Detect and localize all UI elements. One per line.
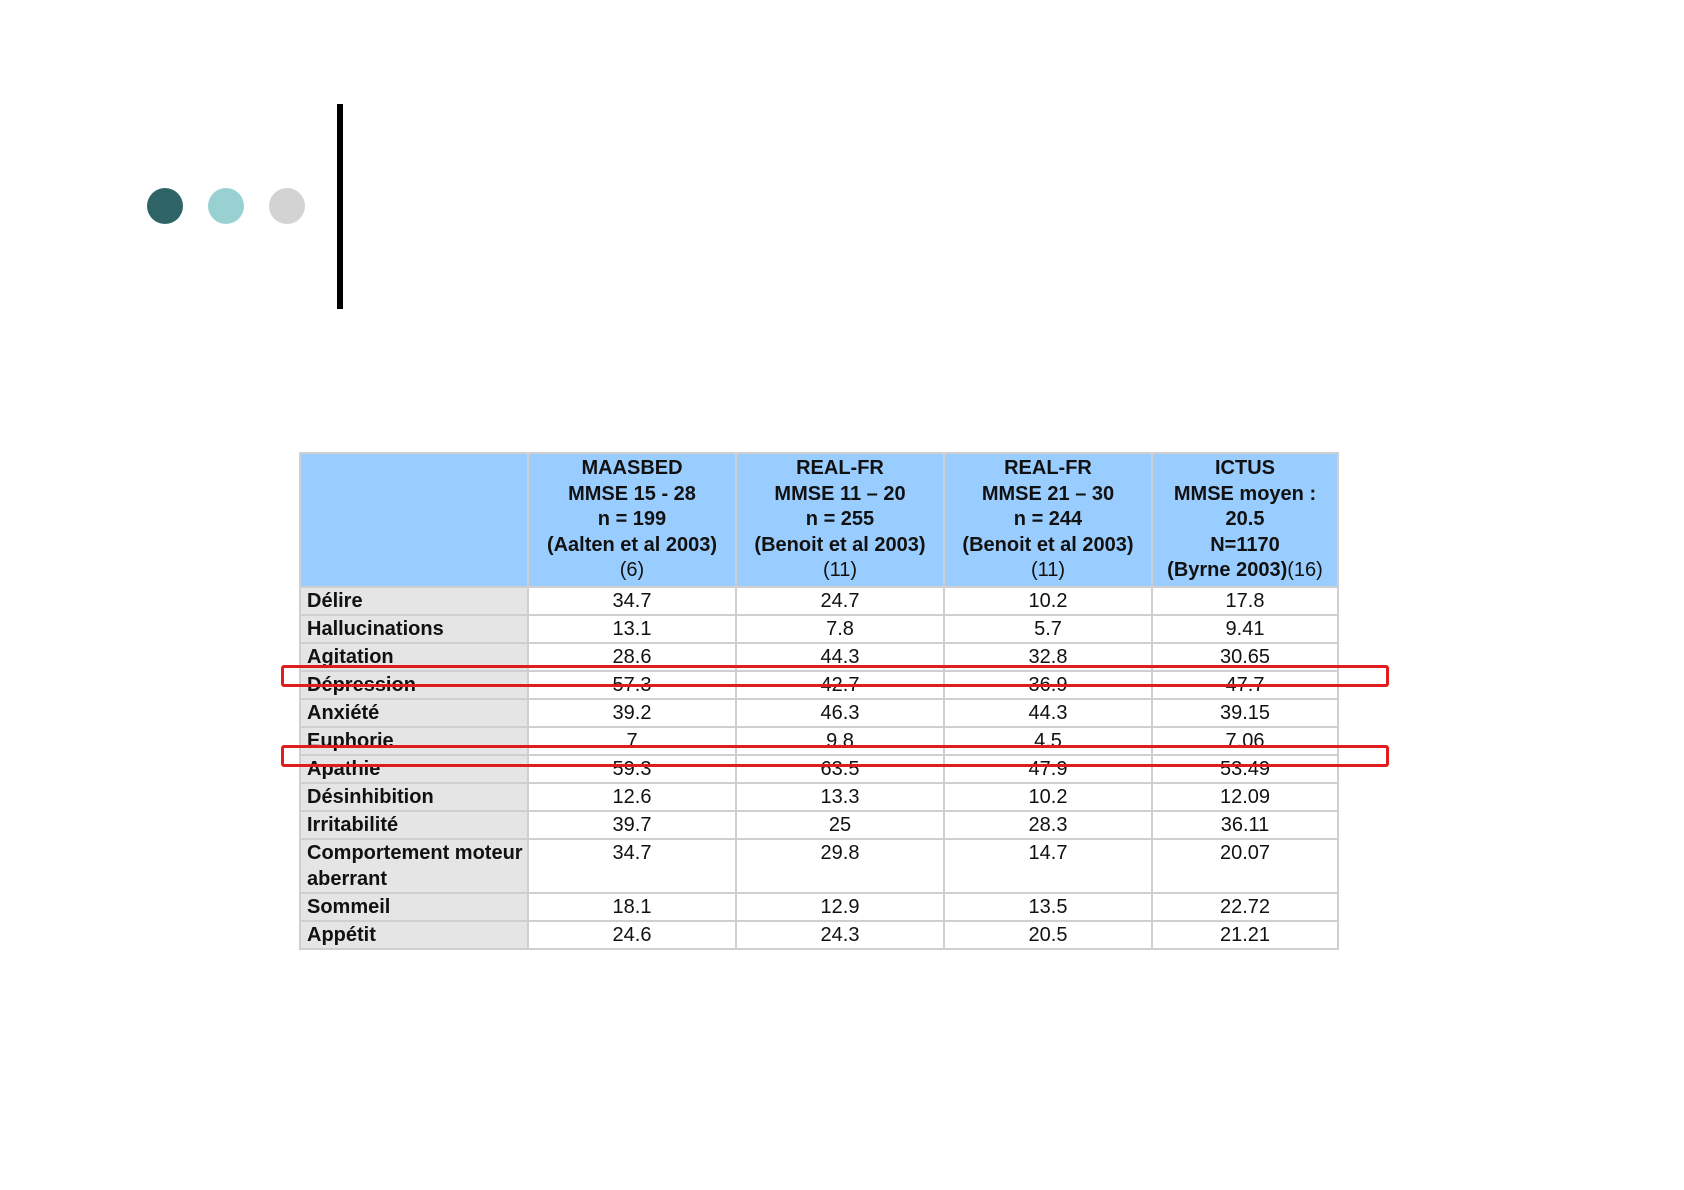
table-cell: 36.9 bbox=[944, 671, 1152, 699]
row-label: Apathie bbox=[300, 755, 528, 783]
table-row bbox=[300, 587, 1338, 615]
table-row bbox=[300, 921, 1338, 949]
table-cell: 59.3 bbox=[528, 755, 736, 783]
table-cell: 39.15 bbox=[1152, 699, 1338, 727]
table-cell: 24.6 bbox=[528, 921, 736, 949]
table-cell: 7.06 bbox=[1152, 727, 1338, 755]
symptom-prevalence-table bbox=[299, 452, 1339, 950]
title-divider bbox=[337, 104, 343, 309]
row-label: Délire bbox=[300, 587, 528, 615]
table-cell: 21.21 bbox=[1152, 921, 1338, 949]
header-real-fr-11-20: REAL-FR MMSE 11 – 20 n = 255 (Benoit et al 2003) (11) bbox=[736, 453, 944, 587]
table-cell: 12.09 bbox=[1152, 783, 1338, 811]
table-cell: 7.8 bbox=[736, 615, 944, 643]
table-cell: 34.7 bbox=[528, 587, 736, 615]
table-cell: 53.49 bbox=[1152, 755, 1338, 783]
table-cell: 12.9 bbox=[736, 893, 944, 921]
table-cell: 18.1 bbox=[528, 893, 736, 921]
table-row bbox=[300, 811, 1338, 839]
table-cell: 12.6 bbox=[528, 783, 736, 811]
table-row bbox=[300, 615, 1338, 643]
row-label: Désinhibition bbox=[300, 783, 528, 811]
header-real-fr-21-30: REAL-FR MMSE 21 – 30 n = 244 (Benoit et al 2003) (11) bbox=[944, 453, 1152, 587]
table-cell: 20.5 bbox=[944, 921, 1152, 949]
table-cell: 44.3 bbox=[944, 699, 1152, 727]
table-cell: 20.07 bbox=[1152, 839, 1338, 893]
row-label: Irritabilité bbox=[300, 811, 528, 839]
table-cell: 34.7 bbox=[528, 839, 736, 893]
table-cell: 9.41 bbox=[1152, 615, 1338, 643]
table-cell: 42.7 bbox=[736, 671, 944, 699]
table-row bbox=[300, 783, 1338, 811]
decor-dot-gray bbox=[269, 188, 305, 224]
table-cell: 25 bbox=[736, 811, 944, 839]
table-cell: 28.3 bbox=[944, 811, 1152, 839]
table-cell: 29.8 bbox=[736, 839, 944, 893]
row-label: Comportement moteur aberrant bbox=[300, 839, 528, 893]
table-cell: 13.1 bbox=[528, 615, 736, 643]
table-cell: 57.3 bbox=[528, 671, 736, 699]
table-cell: 32.8 bbox=[944, 643, 1152, 671]
highlight-box-apathie bbox=[281, 745, 1389, 767]
table-cell: 10.2 bbox=[944, 587, 1152, 615]
table-cell: 30.65 bbox=[1152, 643, 1338, 671]
table-cell: 10.2 bbox=[944, 783, 1152, 811]
decor-dot-dark bbox=[147, 188, 183, 224]
highlight-box-depression bbox=[281, 665, 1389, 687]
table-cell: 5.7 bbox=[944, 615, 1152, 643]
table-cell: 39.2 bbox=[528, 699, 736, 727]
table-cell: 24.7 bbox=[736, 587, 944, 615]
row-label: Agitation bbox=[300, 643, 528, 671]
table-cell: 44.3 bbox=[736, 643, 944, 671]
table-cell: 13.5 bbox=[944, 893, 1152, 921]
table-cell: 63.5 bbox=[736, 755, 944, 783]
table-cell: 24.3 bbox=[736, 921, 944, 949]
table-cell: 47.9 bbox=[944, 755, 1152, 783]
table-cell: 17.8 bbox=[1152, 587, 1338, 615]
table-cell: 7 bbox=[528, 727, 736, 755]
table-cell: 28.6 bbox=[528, 643, 736, 671]
row-label: Appétit bbox=[300, 921, 528, 949]
header-ictus: ICTUS MMSE moyen : 20.5 N=1170 (Byrne 2003)(16) bbox=[1152, 453, 1338, 587]
table-cell: 9.8 bbox=[736, 727, 944, 755]
table-cell: 39.7 bbox=[528, 811, 736, 839]
row-label: Anxiété bbox=[300, 699, 528, 727]
header-corner-cell bbox=[300, 453, 528, 587]
row-label: Dépression bbox=[300, 671, 528, 699]
table-header-row bbox=[300, 453, 1338, 587]
table-cell: 13.3 bbox=[736, 783, 944, 811]
row-label: Hallucinations bbox=[300, 615, 528, 643]
row-label: Sommeil bbox=[300, 893, 528, 921]
table-cell: 46.3 bbox=[736, 699, 944, 727]
table-cell: 4.5 bbox=[944, 727, 1152, 755]
table-row bbox=[300, 839, 1338, 893]
table-row bbox=[300, 893, 1338, 921]
table-row bbox=[300, 699, 1338, 727]
decor-dot-teal bbox=[208, 188, 244, 224]
row-label: Euphorie bbox=[300, 727, 528, 755]
table-cell: 14.7 bbox=[944, 839, 1152, 893]
table-cell: 47.7 bbox=[1152, 671, 1338, 699]
table-cell: 22.72 bbox=[1152, 893, 1338, 921]
table-cell: 36.11 bbox=[1152, 811, 1338, 839]
header-maasbed: MAASBED MMSE 15 - 28 n = 199 (Aalten et al 2003) (6) bbox=[528, 453, 736, 587]
